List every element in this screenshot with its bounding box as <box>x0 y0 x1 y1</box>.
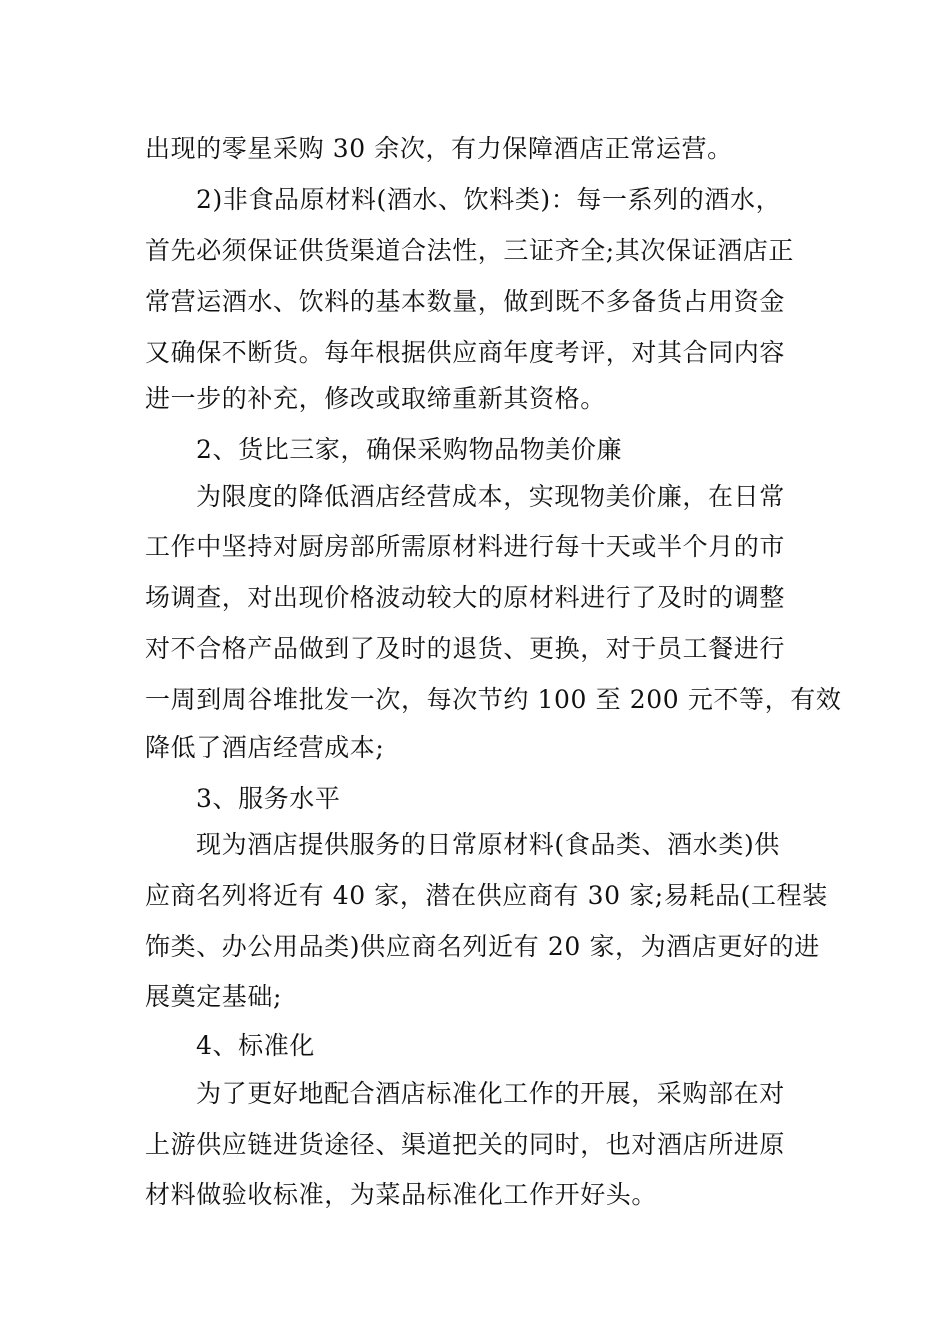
text-line: 展奠定基础; <box>145 982 283 1011</box>
text-line: 材料做验收标准，为菜品标准化工作开好头。 <box>145 1180 658 1209</box>
text-line: 常营运酒水、饮料的基本数量，做到既不多备货占用资金 <box>145 287 786 316</box>
text-line: 首先必须保证供货渠道合法性，三证齐全;其次保证酒店正 <box>145 236 795 265</box>
section-heading: 4、标准化 <box>196 1031 315 1060</box>
text-line: 2)非食品原材料(酒水、饮料类)：每一系列的酒水， <box>196 185 782 214</box>
text-line: 出现的零星采购 30 余次，有力保障酒店正常运营。 <box>145 134 733 163</box>
text-line: 降低了酒店经营成本; <box>145 733 385 762</box>
text-line: 应商名列将近有 40 家，潜在供应商有 30 家;易耗品(工程装 <box>145 881 828 910</box>
text-line: 进一步的补充，修改或取缔重新其资格。 <box>145 384 606 413</box>
section-heading: 2、货比三家，确保采购物品物美价廉 <box>196 435 623 464</box>
text-line: 又确保不断货。每年根据供应商年度考评，对其合同内容 <box>145 338 786 367</box>
text-line: 为限度的降低酒店经营成本，实现物美价廉，在日常 <box>196 482 785 511</box>
text-line: 为了更好地配合酒店标准化工作的开展，采购部在对 <box>196 1079 785 1108</box>
text-line: 对不合格产品做到了及时的退货、更换，对于员工餐进行 <box>145 634 786 663</box>
text-line: 一周到周谷堆批发一次，每次节约 100 至 200 元不等，有效 <box>145 685 842 714</box>
text-line: 饰类、办公用品类)供应商名列近有 20 家，为酒店更好的进 <box>145 932 820 961</box>
text-line: 上游供应链进货途径、渠道把关的同时，也对酒店所进原 <box>145 1130 786 1159</box>
text-line: 场调查，对出现价格波动较大的原材料进行了及时的调整 <box>145 583 786 612</box>
section-heading: 3、服务水平 <box>196 784 341 813</box>
text-line: 工作中坚持对厨房部所需原材料进行每十天或半个月的市 <box>145 532 786 561</box>
text-line: 现为酒店提供服务的日常原材料(食品类、酒水类)供 <box>196 830 780 859</box>
